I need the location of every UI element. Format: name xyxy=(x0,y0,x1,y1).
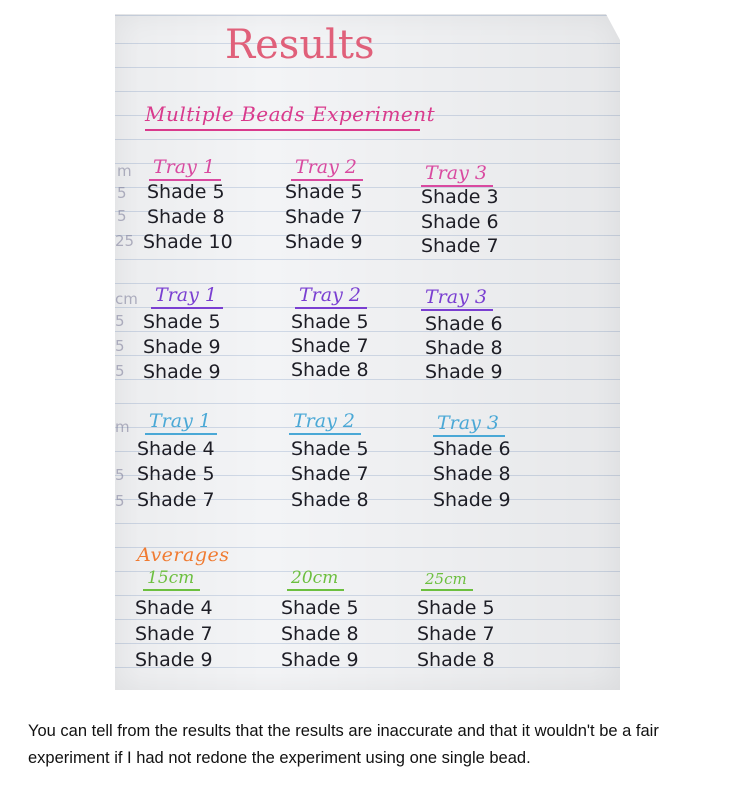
shade-value: Shade 7 xyxy=(417,623,495,645)
margin-mark: 5 xyxy=(115,312,125,330)
shade-value: Shade 9 xyxy=(143,336,221,358)
shade-value: Shade 5 xyxy=(291,311,369,333)
shade-value: Shade 5 xyxy=(147,181,225,203)
shade-value: Shade 5 xyxy=(417,597,495,619)
shade-value: Shade 9 xyxy=(281,649,359,671)
shade-value: Shade 9 xyxy=(285,231,363,253)
shade-value: Shade 8 xyxy=(281,623,359,645)
notebook-photo xyxy=(115,14,620,690)
shade-value: Shade 7 xyxy=(291,335,369,357)
shade-value: Shade 7 xyxy=(421,235,499,257)
notebook-title: Results xyxy=(225,22,375,68)
shade-value: Shade 4 xyxy=(137,438,215,460)
margin-mark: 5 xyxy=(115,492,125,510)
shade-value: Shade 8 xyxy=(291,359,369,381)
margin-mark: m xyxy=(117,162,132,180)
shade-value: Shade 5 xyxy=(285,181,363,203)
shade-value: Shade 9 xyxy=(425,361,503,383)
shade-value: Shade 3 xyxy=(421,186,499,208)
shade-value: Shade 10 xyxy=(143,231,233,253)
shade-value: Shade 6 xyxy=(425,313,503,335)
shade-value: Shade 7 xyxy=(291,463,369,485)
tray-header: Tray 1 xyxy=(151,284,223,309)
margin-mark: 5 xyxy=(115,466,125,484)
tray-header: Tray 3 xyxy=(421,162,493,187)
averages-label: Averages xyxy=(137,544,230,566)
tray-header: Tray 1 xyxy=(145,410,217,435)
shade-value: Shade 8 xyxy=(417,649,495,671)
shade-value: Shade 8 xyxy=(433,463,511,485)
shade-value: Shade 7 xyxy=(285,206,363,228)
tray-header: Tray 3 xyxy=(421,286,493,311)
tray-header: Tray 1 xyxy=(149,156,221,181)
subtitle-underline xyxy=(145,129,420,131)
tray-header: Tray 2 xyxy=(289,410,361,435)
shade-value: Shade 5 xyxy=(137,463,215,485)
shade-value: Shade 9 xyxy=(143,361,221,383)
shade-value: Shade 5 xyxy=(143,311,221,333)
shade-value: Shade 7 xyxy=(137,489,215,511)
tray-header: Tray 2 xyxy=(291,156,363,181)
tray-header: Tray 3 xyxy=(433,412,505,437)
margin-mark: 5 xyxy=(115,337,125,355)
margin-mark: m xyxy=(115,418,130,436)
shade-value: Shade 8 xyxy=(291,489,369,511)
margin-mark: cm xyxy=(115,290,138,308)
shade-value: Shade 5 xyxy=(291,438,369,460)
shade-value: Shade 6 xyxy=(421,211,499,233)
distance-header: 15cm xyxy=(143,568,200,591)
paper-fold-corner xyxy=(606,14,620,40)
shade-value: Shade 8 xyxy=(147,206,225,228)
margin-mark: 5 xyxy=(117,207,127,225)
shade-value: Shade 5 xyxy=(281,597,359,619)
margin-mark: 25 xyxy=(115,232,135,250)
distance-header: 25cm xyxy=(421,570,473,591)
margin-mark: 5 xyxy=(115,362,125,380)
shade-value: Shade 8 xyxy=(425,337,503,359)
shade-value: Shade 6 xyxy=(433,438,511,460)
margin-mark: 5 xyxy=(117,184,127,202)
shade-value: Shade 7 xyxy=(135,623,213,645)
shade-value: Shade 4 xyxy=(135,597,213,619)
notebook-subtitle: Multiple Beads Experiment xyxy=(145,102,436,126)
caption-text: You can tell from the results that the results are inaccurate and that it wouldn't be a fair experiment if I had not redone the experiment using one single bead. xyxy=(28,722,659,767)
shade-value: Shade 9 xyxy=(135,649,213,671)
shade-value: Shade 9 xyxy=(433,489,511,511)
distance-header: 20cm xyxy=(287,568,344,591)
tray-header: Tray 2 xyxy=(295,284,367,309)
